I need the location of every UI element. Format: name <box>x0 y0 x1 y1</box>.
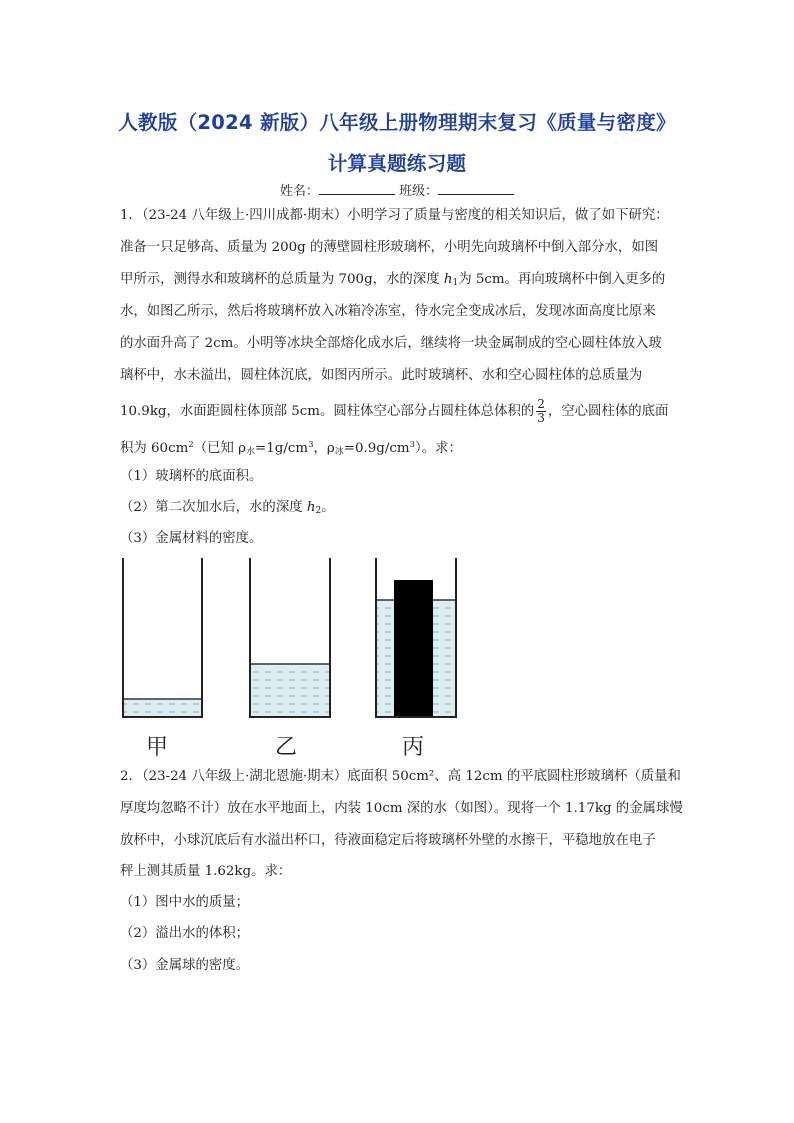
q1-line-8-sup: 2 <box>188 440 194 450</box>
q2-line-1: 2．（23-24 八年级上·湖北恩施·期末）底面积 50cm²、高 12cm 的平底圆柱形玻璃杯（质量和 <box>120 769 681 784</box>
q1-line-6: 璃杯中，水未溢出，圆柱体沉底，如图丙所示。此时玻璃杯、水和空心圆柱体的总质量为 <box>120 368 643 383</box>
q1-line-8b: （已知 ρ <box>193 441 247 456</box>
label-yi: 乙 <box>275 735 298 760</box>
name-label: 姓名： <box>279 184 319 199</box>
name-blank[interactable] <box>319 182 395 195</box>
q1-part-2-var: h <box>306 500 316 515</box>
q2-line-4: 秤上测其质量 1.62kg。求： <box>120 864 292 879</box>
q1-line-8-sup3: 3 <box>409 440 415 450</box>
q1-var-h: h <box>443 272 453 287</box>
q1-line-3a: 甲所示，测得水和玻璃杯的总质量为 700g，水的深度 <box>120 272 444 287</box>
q1-part-1: （1）玻璃杯的底面积。 <box>120 469 263 484</box>
q1-line-7 <box>120 398 668 425</box>
hollow-cylinder <box>394 580 433 717</box>
label-jia: 甲 <box>146 735 169 760</box>
water-yi <box>251 664 329 716</box>
q2-line-2: 厚度均忽略不计）放在水平地面上，内装 10cm 深的水（如图）。现将一个 1.17kg 的金属球慢 <box>120 801 683 816</box>
class-label: 班级： <box>399 184 439 199</box>
water-jia <box>124 699 201 716</box>
q1-line-7b: ，空心圆柱体的底面 <box>547 404 669 419</box>
q1-part-2b: 。 <box>321 500 335 515</box>
q1-part-2 <box>120 499 335 520</box>
q1-line-8 <box>120 436 462 461</box>
q1-line-8e: =0.9g/cm <box>343 441 410 456</box>
fraction <box>536 398 546 425</box>
q1-line-3 <box>120 271 665 292</box>
q2-line-3: 放杯中，小球沉底后有水溢出杯口，待液面稳定后将玻璃杯外壁的水擦干，平稳地放在电子 <box>120 833 656 848</box>
q1-line-8-sup2: 3 <box>308 440 314 450</box>
q2-part-2: （2）溢出水的体积； <box>120 926 250 941</box>
q2-part-1: （1）图中水的质量； <box>120 895 250 910</box>
fraction-denominator: 3 <box>537 411 545 425</box>
q1-line-4: 水，如图乙所示，然后将玻璃杯放入冰箱冷冻室，待水完全变成冰后，发现冰面高度比原来 <box>120 304 656 319</box>
q1-line-5: 的水面升高了 2cm。小明等冰块全部熔化成水后，继续将一块金属制成的空心圆柱体放入玻 <box>120 336 662 351</box>
q1-line-3b: 为 5cm。再向玻璃杯中倒入更多的 <box>458 272 666 287</box>
q1-part-3: （3）金属材料的密度。 <box>120 531 263 546</box>
class-blank[interactable] <box>438 182 514 195</box>
page-title-line2: 计算真题练习题 <box>327 152 467 175</box>
page-title-line1: 人教版（2024 新版）八年级上册物理期末复习《质量与密度》 <box>118 111 676 134</box>
rho-water-sub: 水 <box>246 447 256 457</box>
q1-line-8f: ）。求： <box>414 441 462 456</box>
q1-line-8d: ，ρ <box>313 441 335 456</box>
beaker-yi <box>250 558 330 717</box>
beaker-jia <box>123 558 202 717</box>
q1-part-2-sub: 2 <box>315 506 322 516</box>
beakers-figure <box>120 556 460 761</box>
name-class-row <box>0 180 794 199</box>
beaker-bing <box>376 558 456 717</box>
fraction-numerator: 2 <box>537 397 545 411</box>
q1-part-2a: （2）第二次加水后，水的深度 <box>120 500 307 515</box>
q1-line-1: 1．（23-24 八年级上·四川成都·期末）小明学习了质量与密度的相关知识后，做了如下研究： <box>120 208 669 223</box>
q1-var-h-sub: 1 <box>452 278 459 288</box>
q2-part-3: （3）金属球的密度。 <box>120 958 250 973</box>
rho-ice-sub: 冰 <box>334 447 344 457</box>
label-bing: 丙 <box>402 735 425 760</box>
q1-line-2: 准备一只足够高、质量为 200g 的薄壁圆柱形玻璃杯，小明先向玻璃杯中倒入部分水，如图 <box>120 240 659 255</box>
q1-line-7a: 10.9kg，水面距圆柱体顶部 5cm。圆柱体空心部分占圆柱体总体积的 <box>120 404 535 419</box>
q1-line-8c: =1g/cm <box>255 441 309 456</box>
q1-line-8a: 积为 60cm <box>120 441 189 456</box>
